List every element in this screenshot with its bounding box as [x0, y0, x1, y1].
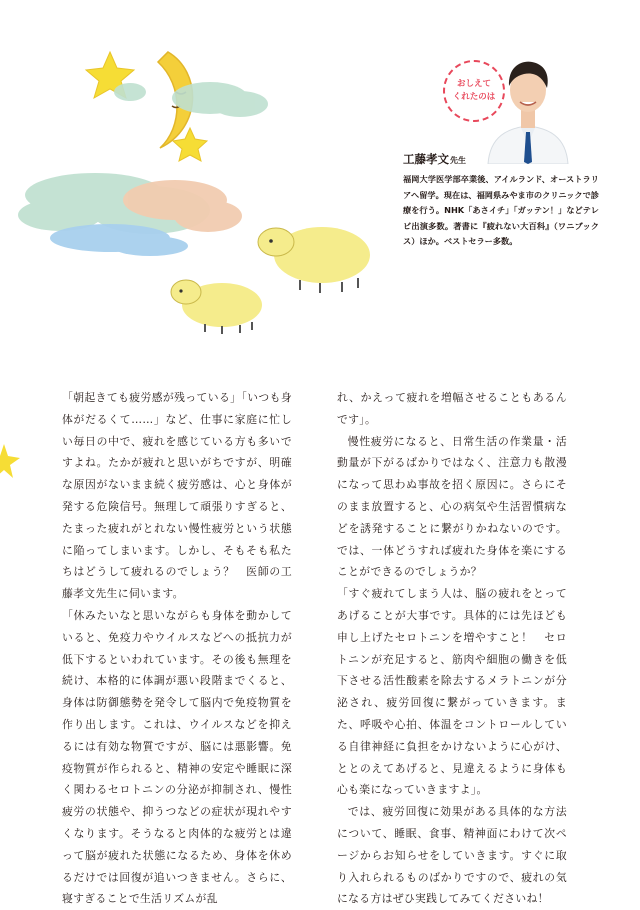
- badge-line-2: くれたのは: [452, 92, 496, 102]
- doctor-bio: 福岡大学医学部卒業後、アイルランド、オーストラリアへ留学。現在は、福岡県みやま市のクリニックで診療を行う。NHK「あさイチ」「ガッテン！」などテレビ出演多数。著書に『疲れない大百科』（ワニブックス）ほか。ベストセラー多数。: [403, 174, 599, 246]
- doctor-name-suffix: 先生: [450, 156, 466, 165]
- night-sky-sheep-illustration: [0, 0, 400, 360]
- article-column-left: [62, 387, 292, 910]
- article-column-right: [337, 387, 567, 910]
- article-paragraph: 慢性疲労になると、日常生活の作業量・活動量が下がるばかりではなく、注意力も散漫になって思わぬ事故を招く原因に。さらにそのまま放置すると、心の病気や生活習慣病などを誘発することに繋がりかねないのです。では、一体どうすれば疲れた身体を楽にすることができるのでしょうか？: [337, 434, 567, 579]
- doctor-name-row: [403, 148, 466, 167]
- doctor-name: 工藤孝文: [403, 152, 449, 166]
- article-paragraph: 「休みたいなと思いながらも身体を動かしていると、免疫力やウイルスなどへの抵抗力が低下するといわれています。その後も無理を続け、本格的に体調が悪い段階までくると、身体は防御態勢を発令して脳内で免疫物質を作り出します。これは、ウイルスなどを抑えるには有効な物質ですが、脳には悪影響。免疫物質が作られると、精神の安定や睡眠に深く関わるセロトニンの分泌が抑制され、慢性疲労の状態や、抑うつなどの症状が現れやすくなります。そうなると肉体的な疲労とは違って脳が疲れた状態になるため、身体を休めるだけでは回復が追いつきません。さらに、寝すぎることで生活リズムが乱: [62, 608, 292, 906]
- sheep-icon: [258, 227, 370, 293]
- cloud-mint-top: [114, 82, 268, 117]
- article-paragraph: では、疲労回復に効果がある具体的な方法について、睡眠、食事、精神面にわけて次ページからお知らせをしていきます。すぐに取り入れられるものばかりですので、疲れの気になる方はぜひ実践してみてくださいね！: [337, 805, 567, 906]
- badge-line-1: おしえて: [456, 79, 491, 89]
- teacher-badge: [443, 60, 505, 122]
- sheep-icon: [171, 280, 262, 334]
- star-icon: [0, 440, 22, 484]
- article-paragraph: れ、かえって疲れを増幅させることもあるんです」。: [337, 391, 567, 426]
- article-paragraph: 「朝起きても疲労感が残っている」「いつも身体がだるくて……」など、仕事に家庭に忙しい毎日の中で、疲れを感じている方も多いですよね。たかが疲れと思いがちですが、明確な原因がないまま続く疲労感は、心と身体が発する危険信号。無理して頑張りすぎると、たまった疲れがとれない慢性疲労という状態に陥ってしまいます。しかし、そもそも私たちはどうして疲れるのでしょう？ 医師の工藤孝文先生に伺います。: [62, 391, 292, 601]
- article-paragraph: 「すぐ疲れてしまう人は、脳の疲れをとってあげることが大事です。具体的には先ほども申し上げたセロトニンを増やすこと！ セロトニンが充足すると、筋肉や細胞の働きを低下させる活性酸素を除去するメラトニンが分泌され、疲労回復に繋がっていきます。また、呼吸や心拍、体温をコントロールしている自律神経に負担をかけないように心がけ、ととのえてあげると、見違えるように身体も心も楽になっていきますよ」。: [337, 587, 567, 797]
